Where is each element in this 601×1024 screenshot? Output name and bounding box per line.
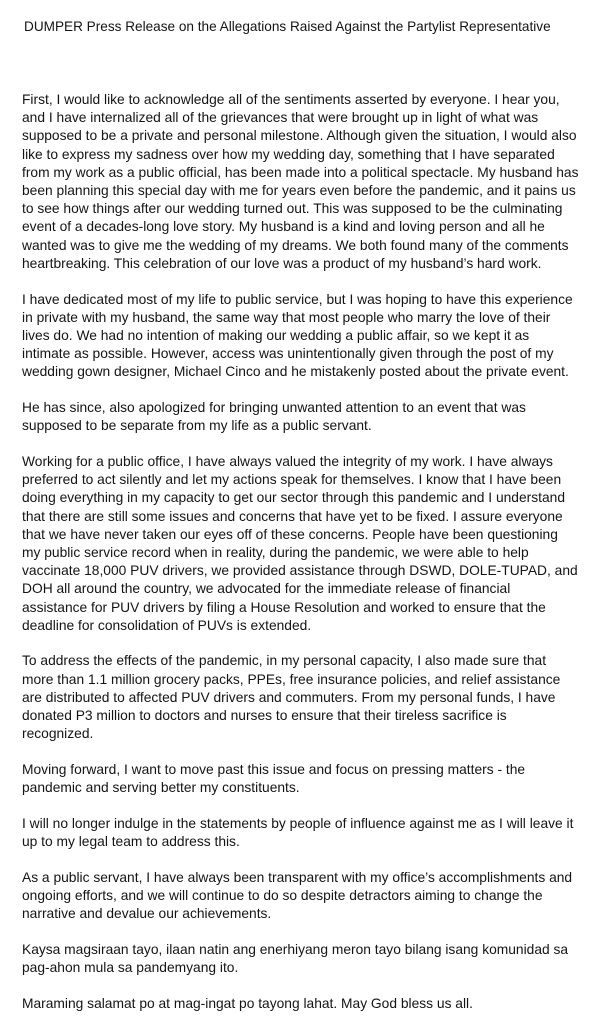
paragraph-transparency: As a public servant, I have always been transparent with my office’s accomplishments and ongoing efforts, and we will continue to do so despite detractors aiming to change the narrative and devalue our achievements. — [22, 869, 573, 922]
paragraph-legal-team: I will no longer indulge in the statements by people of influence against me as I will leave it up to my legal team to address this. — [22, 815, 574, 850]
paragraph-acknowledgement: First, I would like to acknowledge all of the sentiments asserted by everyone. I hear you, and I have internalized all of the grievances that were brought up in light of what was supposed to be a private and personal milestone. Although given the situation, I would also like to express my sadness over how my wedding day, something that I have separated from my work as a public official, has been made into a political spectacle. My husband has been planning this special day with me for years even before the pandemic, and it pains us to see how things after our wedding turned out. This was supposed to be the culminating event of a decades-long love story. My husband is a kind and loving person and all he wanted was to give me the wedding of my dreams. We both found many of the comments heartbreaking. This celebration of our love was a product of my husband’s hard work. — [22, 92, 579, 271]
paragraph-public-service-record: Working for a public office, I have always valued the integrity of my work. I have always preferred to act silently and let my actions speak for themselves. I know that I have been doing everything in my capacity to get our sector through this pandemic and I understand that there are still some issues and concerns that have yet to be fixed. I assure everyone that we have never taken our eyes off of these concerns. People have been questioning my public service record when in reality, during the pandemic, we were able to help vaccinate 18,000 PUV drivers, we provided assistance through DSWD, DOLE-TUPAD, and DOH all around the country, we advocated for the immediate release of financial assistance for PUV drivers by filing a House Resolution and worked to ensure that the deadline for consolidation of PUVs is extended. — [22, 453, 578, 633]
paragraph-pandemic-assistance: To address the effects of the pandemic, in my personal capacity, I also made sure that more than 1.1 million grocery packs, PPEs, free insurance policies, and relief assistance are distributed to affected PUV drivers and commuters. From my personal funds, I have donated P3 million to doctors and nurses to ensure that their tireless sacrifice is recognized. — [22, 653, 561, 742]
paragraph-filipino-appeal: Kaysa magsiraan tayo, ilaan natin ang enerhiyang meron tayo bilang isang komunidad sa pag-ahon mula sa pandemyang ito. — [22, 941, 569, 976]
document-title: DUMPER Press Release on the Allegations Raised Against the Partylist Representative — [24, 19, 551, 34]
document-body — [22, 91, 579, 1013]
paragraph-moving-forward: Moving forward, I want to move past this issue and focus on pressing matters - the pandemic and serving better my constituents. — [22, 762, 526, 796]
paragraph-closing: Maraming salamat po at mag-ingat po tayong lahat. May God bless us all. — [22, 995, 473, 1011]
paragraph-private-wedding: I have dedicated most of my life to public service, but I was hoping to have this experience in private with my husband, the same way that most people who marry the love of their lives do. We had no intention of making our wedding a public affair, so we kept it as intimate as possible. However, access was unintentionally given through the post of my wedding gown designer, Michael Cinco and he mistakenly posted about the private event. — [22, 291, 573, 380]
paragraph-designer-apology: He has since, also apologized for bringing unwanted attention to an event that was supposed to be separate from my life as a public servant. — [22, 400, 526, 434]
